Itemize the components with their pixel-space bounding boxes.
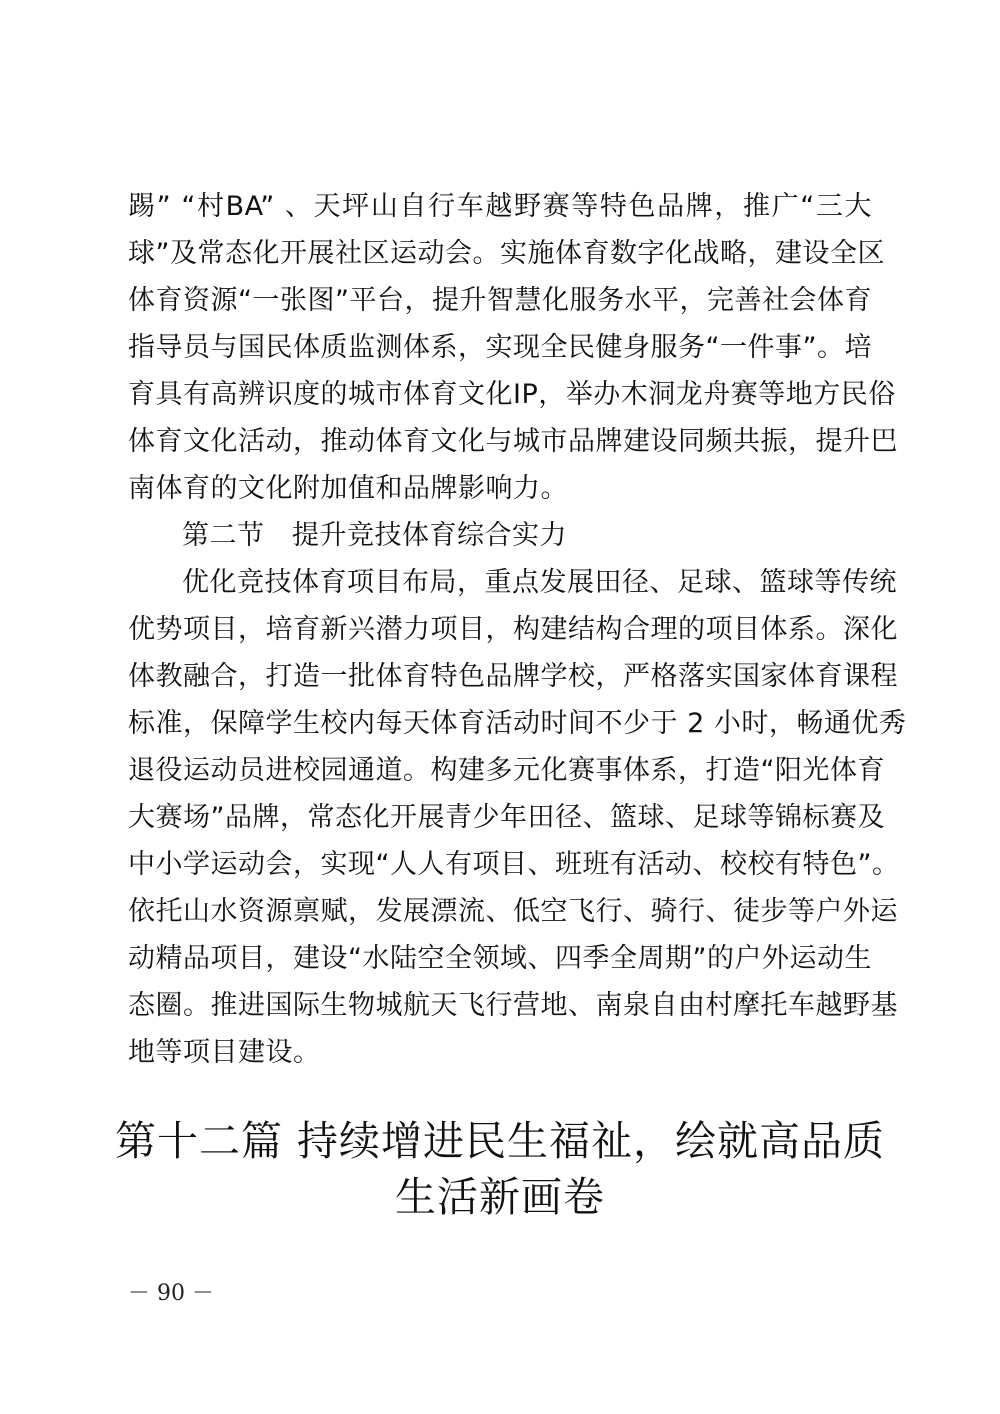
- text-line: 标准，保障学生校内每天体育活动时间不少于 2 小时，畅通优秀: [128, 708, 907, 739]
- text-line: 优化竞技体育项目布局，重点发展田径、足球、篮球等传统: [182, 567, 897, 598]
- text-line: 踢” “村BA” 、天坪山自行车越野赛等特色品牌，推广“三大: [128, 191, 872, 222]
- text-line: 南体育的文化附加值和品牌影响力。: [128, 473, 568, 504]
- text-line: 体育资源“一张图”平台，提升智慧化服务水平，完善社会体育: [128, 285, 872, 316]
- chapter-title-line-1: 第十二篇 持续增进民生福祉，绘就高品质: [114, 1117, 886, 1165]
- section-heading: 第二节 提升竞技体育综合实力: [182, 520, 567, 551]
- text-line: 体育文化活动，推动体育文化与城市品牌建设同频共振，提升巴: [128, 426, 898, 457]
- body-text: [128, 183, 907, 1076]
- text-line: 球”及常态化开展社区运动会。实施体育数字化战略，建设全区: [128, 238, 885, 269]
- text-line: 态圈。推进国际生物城航天飞行营地、南泉自由村摩托车越野基: [128, 990, 898, 1021]
- chapter-title: [0, 1113, 1000, 1225]
- text-line: 动精品项目，建设“水陆空全领域、四季全周期”的户外运动生: [128, 943, 872, 974]
- text-line: 依托山水资源禀赋，发展漂流、低空飞行、骑行、徒步等户外运: [128, 896, 898, 927]
- text-line: 优势项目，培育新兴潜力项目，构建结构合理的项目体系。深化: [128, 614, 898, 645]
- text-line: 地等项目建设。: [128, 1037, 321, 1068]
- page-number: － 90 －: [128, 1281, 214, 1306]
- text-line: 育具有高辨识度的城市体育文化IP，举办木洞龙舟赛等地方民俗: [128, 379, 896, 410]
- text-line: 中小学运动会，实现“人人有项目、班班有活动、校校有特色”。: [128, 849, 900, 880]
- text-line: 退役运动员进校园通道。构建多元化赛事体系，打造“阳光体育: [128, 755, 885, 786]
- text-line: 指导员与国民体质监测体系，实现全民健身服务“一件事”。培: [128, 332, 872, 363]
- text-line: 体教融合，打造一批体育特色品牌学校，严格落实国家体育课程: [128, 661, 898, 692]
- paragraph-1: [128, 183, 898, 512]
- paragraph-2: [128, 559, 907, 1076]
- text-line: 大赛场”品牌，常态化开展青少年田径、篮球、足球等锦标赛及: [128, 802, 885, 833]
- chapter-title-line-2: 生活新画卷: [395, 1173, 605, 1221]
